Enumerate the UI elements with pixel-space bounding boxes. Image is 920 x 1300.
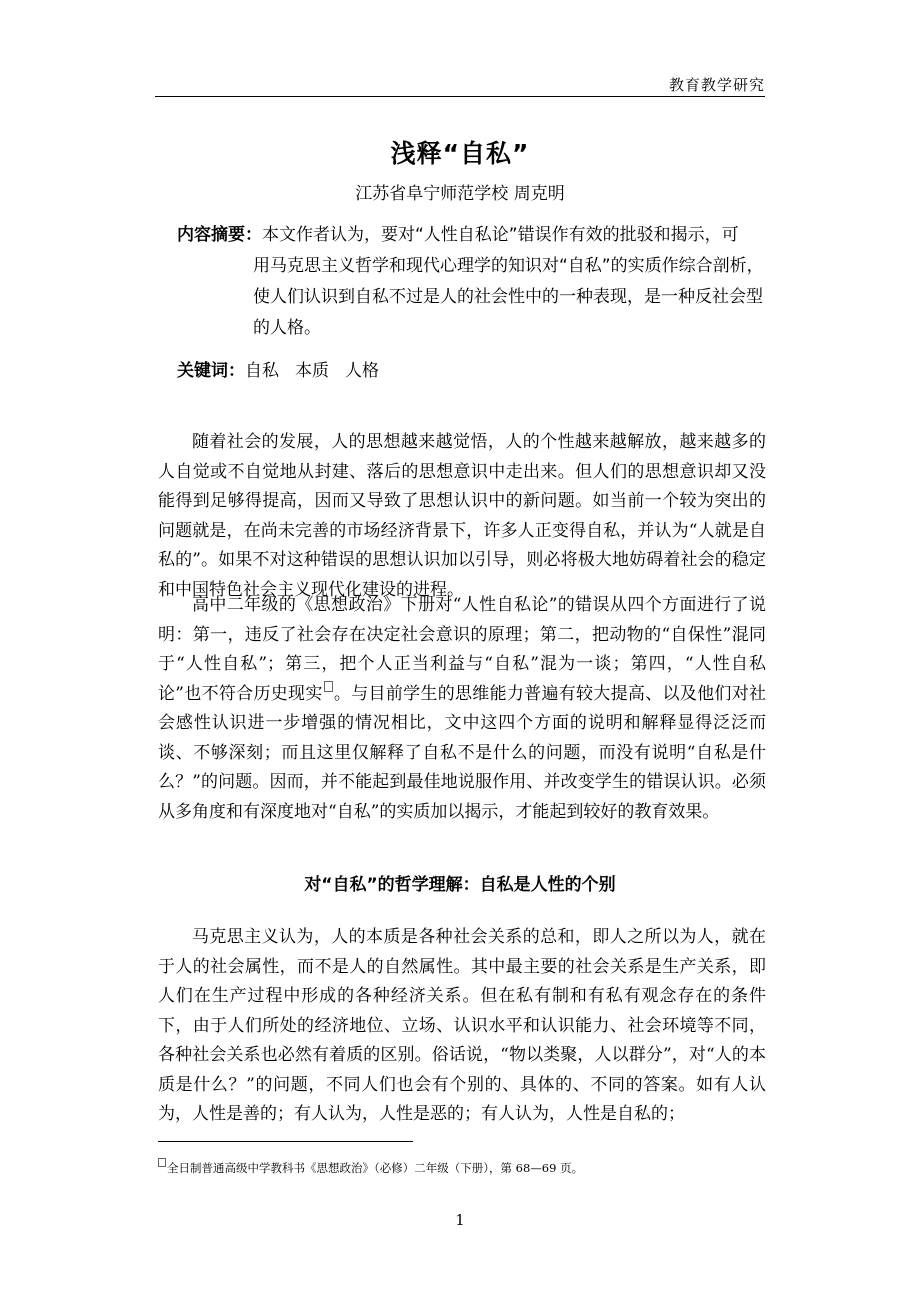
footnote <box>158 1158 583 1176</box>
keyword-item: 人格 <box>345 361 379 381</box>
keywords <box>177 356 395 381</box>
article-author: 江苏省阜宁师范学校 周克明 <box>355 184 565 204</box>
header-title: 教育教学研究 <box>668 76 765 94</box>
section-heading: 对“自私”的哲学理解：自私是人性的个别 <box>304 875 616 895</box>
page-number: 1 <box>455 1211 465 1229</box>
keyword-item: 本质 <box>295 361 329 381</box>
body-paragraph-2 <box>158 591 766 827</box>
page-header <box>155 72 765 97</box>
footnote-text: 全日制普通高级中学教科书《思想政治》（必修）二年级（下册），第 68—69 页。 <box>167 1160 584 1175</box>
paragraph-text: 随着社会的发展，人的思想越来越觉悟，人的个性越来越解放，越来越多的人自觉或不自觉地从封建、落后的思想意识中走出来。但人们的思想意识却又没能得到足够得提高，因而又导致了思想认识中的新问题。如当前一个较为突出的问题就是，在尚未完善的市场经济背景下，许多人正变得自私，并认为“人就是自私的”。如果不对这种错误的思想认识加以引导，则必将极大地妨碍着社会的稳定和中国特色社会主义现代化建设的进程。 <box>158 432 766 600</box>
abstract-first-line <box>177 220 777 251</box>
keywords-label: 关键词： <box>177 361 245 381</box>
body-paragraph-3 <box>158 923 766 1130</box>
footnote-ref-icon <box>324 681 333 692</box>
paragraph-text-a: 高中二年级的《思想政治》下册对“人性自私论”的错误从四个方面进行了说明：第一，违反了社会存在决定社会意识的原理；第二，把动物的“自保性”混同于“人性自私”；第三，把个人正当利益与“自私”混为一谈；第四，“人性自私论”也不符合历史现实 <box>158 595 767 704</box>
footnote-marker-icon <box>158 1158 166 1167</box>
abstract-label: 内容摘要： <box>177 225 262 245</box>
paragraph-text: 马克思主义认为，人的本质是各种社会关系的总和，即人之所以为人，就在于人的社会属性，而不是人的自然属性。其中最主要的社会关系是生产关系，即人们在生产过程中形成的各种经济关系。但在私有制和有私有观念存在的条件下，由于人们所处的经济地位、立场、认识水平和认识能力、社会环境等不同，各种社会关系也必然有着质的区别。俗话说，“物以类聚，人以群分”，对“人的本质是什么？”的问题，不同人们也会有个别的、具体的、不同的答案。如有人认为，人性是善的；有人认为，人性是恶的；有人认为，人性是自私的； <box>158 927 766 1124</box>
footnote-divider <box>158 1141 413 1142</box>
keyword-item: 自私 <box>245 361 279 381</box>
paragraph-text <box>158 591 766 827</box>
abstract <box>177 220 777 344</box>
abstract-first-text: 本文作者认为，要对“人性自私论”错误作有效的批驳和揭示，可 <box>262 225 739 245</box>
article-title: 浅释“自私” <box>390 139 530 168</box>
paragraph-text-b: 。与目前学生的思维能力普遍有较大提高、以及他们对社会感性认识进一步增强的情况相比，文中这四个方面的说明和解释显得泛泛而谈、不够深刻；而且这里仅解释了自私不是什么的问题，而没有说明“自私是什么？”的问题。因而，并不能起到最佳地说服作用、并改变学生的错误认识。必须从多角度和有深度地对“自私”的实质加以揭示，才能起到较好的教育效果。 <box>158 683 766 822</box>
body-paragraph-1 <box>158 428 766 605</box>
abstract-continuation: 用马克思主义哲学和现代心理学的知识对“自私”的实质作综合剖析，使人们认识到自私不过是人的社会性中的一种表现，是一种反社会型的人格。 <box>253 256 764 338</box>
